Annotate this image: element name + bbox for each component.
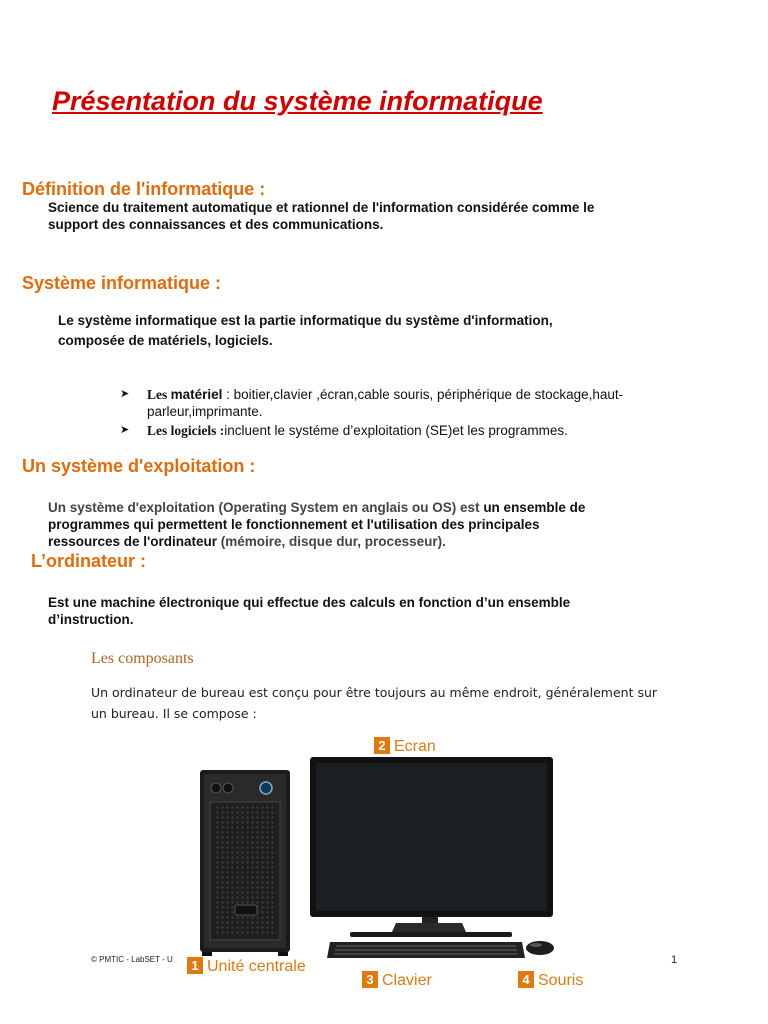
footer-copyright: © PMTIC - LabSET - U: [91, 955, 173, 964]
tower-icon: [200, 770, 290, 956]
bullet-materiel-bold: matériel: [170, 387, 223, 402]
label-unite-text: Unité centrale: [207, 958, 306, 975]
label-ecran-text: Ecran: [394, 738, 436, 755]
systeme-heading: Système informatique :: [22, 273, 222, 293]
page-title: Présentation du système informatique: [52, 86, 543, 116]
systeme-line-1: Le système informatique est la partie informatique du système d'information,: [58, 313, 553, 328]
page-number: 1: [671, 954, 678, 966]
definition-line-2: support des connaissances et des communications.: [48, 217, 384, 232]
arrow-bullet-icon: ➤: [120, 388, 130, 400]
label-souris-text: Souris: [538, 972, 584, 989]
bullet-logiciels: [120, 422, 710, 439]
label-souris-number: 4: [518, 971, 534, 988]
label-clavier: [362, 971, 432, 990]
systeme-line-2: composée de matériels, logiciels.: [58, 333, 273, 348]
arrow-bullet-icon: ➤: [120, 424, 130, 436]
bullet-materiel-text-2: parleur,imprimante.: [147, 404, 263, 419]
ordinateur-heading: L’ordinateur :: [31, 551, 147, 571]
definition-heading: Définition de l'informatique :: [22, 179, 266, 199]
label-ecran-number: 2: [374, 737, 390, 754]
ordinateur-text: [48, 594, 748, 628]
os-line1-bold: un ensemble de: [483, 500, 586, 515]
label-souris: [518, 971, 583, 990]
label-unite-centrale: [187, 957, 306, 976]
label-unite-number: 1: [187, 957, 203, 974]
definition-line-1: Science du traitement automatique et rationnel de l'information considérée comme le: [48, 200, 595, 215]
systeme-text: [58, 311, 738, 351]
definition-text: [48, 199, 748, 233]
mouse-icon: [526, 941, 554, 955]
ordinateur-line-2: d’instruction.: [48, 612, 134, 627]
composants-text: [91, 682, 711, 724]
label-clavier-number: 3: [362, 971, 378, 988]
bullet-logiciels-text: incluent le systéme d’exploitation (SE)et les programmes.: [224, 423, 568, 438]
monitor-icon: [310, 757, 553, 937]
systeme-bullet-list: [120, 386, 710, 441]
label-ecran: [374, 737, 436, 756]
label-clavier-text: Clavier: [382, 972, 432, 989]
composants-title: Les composants: [91, 650, 194, 667]
os-text: [48, 499, 748, 550]
os-line3-bold: ressources de l'ordinateur: [48, 534, 221, 549]
bullet-materiel: [120, 386, 710, 420]
os-line1-gray: Un système d'exploitation (Operating System en anglais ou OS) est: [48, 500, 484, 515]
bullet-logiciels-lead: Les logiciels :: [147, 423, 225, 438]
composants-line-1: Un ordinateur de bureau est conçu pour être toujours au même endroit, généralement sur: [91, 685, 658, 700]
bullet-materiel-lead: Les: [147, 387, 171, 402]
ordinateur-line-1: Est une machine électronique qui effectue des calculs en fonction d’un ensemble: [48, 595, 571, 610]
os-line3-gray: (mémoire, disque dur, processeur).: [220, 534, 446, 549]
os-line-2: programmes qui permettent le fonctionnement et l'utilisation des principales: [48, 517, 540, 532]
bullet-materiel-text: : boitier,clavier ,écran,cable souris, périphérique de stockage,haut-: [222, 387, 624, 402]
keyboard-icon: [327, 942, 525, 958]
os-heading: Un système d'exploitation :: [22, 456, 256, 476]
composants-line-2: un bureau. Il se compose :: [91, 706, 257, 721]
